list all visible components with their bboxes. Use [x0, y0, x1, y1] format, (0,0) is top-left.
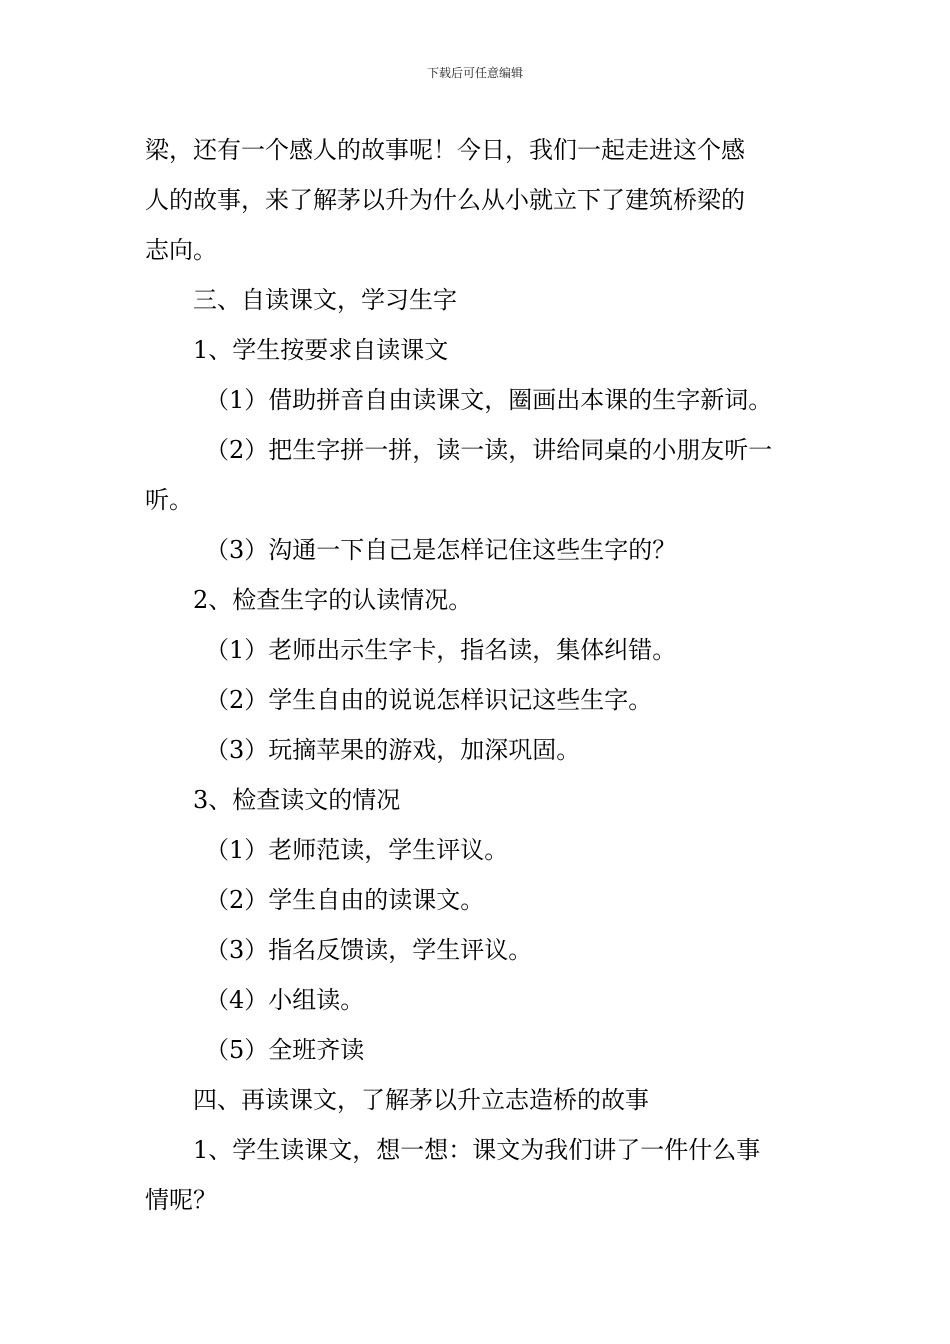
- list-item: （1）借助拼音自由读课文，圈画出本课的生字新词。: [205, 386, 773, 414]
- list-item: （1）老师范读，学生评议。: [205, 836, 509, 864]
- paragraph-line: 听。: [145, 486, 193, 514]
- subsection-heading: 3、检查读文的情况: [193, 786, 401, 814]
- list-item: （3）玩摘苹果的游戏，加深巩固。: [205, 736, 581, 764]
- list-item: （2）把生字拼一拼，读一读，讲给同桌的小朋友听一: [205, 436, 773, 464]
- list-item: （2）学生自由的说说怎样识记这些生字。: [205, 686, 653, 714]
- subsection-heading: 1、学生读课文，想一想：课文为我们讲了一件什么事: [193, 1136, 761, 1164]
- paragraph-line: 梁，还有一个感人的故事呢！今日，我们一起走进这个感: [145, 136, 745, 164]
- paragraph-line: 人的故事，来了解茅以升为什么从小就立下了建筑桥梁的: [145, 186, 745, 214]
- paragraph-line: 志向。: [145, 236, 217, 264]
- list-item: （3）指名反馈读，学生评议。: [205, 936, 533, 964]
- list-item: （5）全班齐读: [205, 1036, 365, 1064]
- list-item: （4）小组读。: [205, 986, 365, 1014]
- subsection-heading: 2、检查生字的认读情况。: [193, 586, 473, 614]
- list-item: （3）沟通一下自己是怎样记住这些生字的？: [205, 536, 677, 564]
- section-heading: 四、再读课文，了解茅以升立志造桥的故事: [193, 1086, 649, 1114]
- subsection-heading: 1、学生按要求自读课文: [193, 336, 449, 364]
- paragraph-line: 情呢？: [145, 1186, 217, 1214]
- list-item: （2）学生自由的读课文。: [205, 886, 485, 914]
- section-heading: 三、自读课文，学习生字: [193, 286, 457, 314]
- page-header-note: 下载后可任意编辑: [426, 66, 523, 80]
- list-item: （1）老师出示生字卡，指名读，集体纠错。: [205, 636, 677, 664]
